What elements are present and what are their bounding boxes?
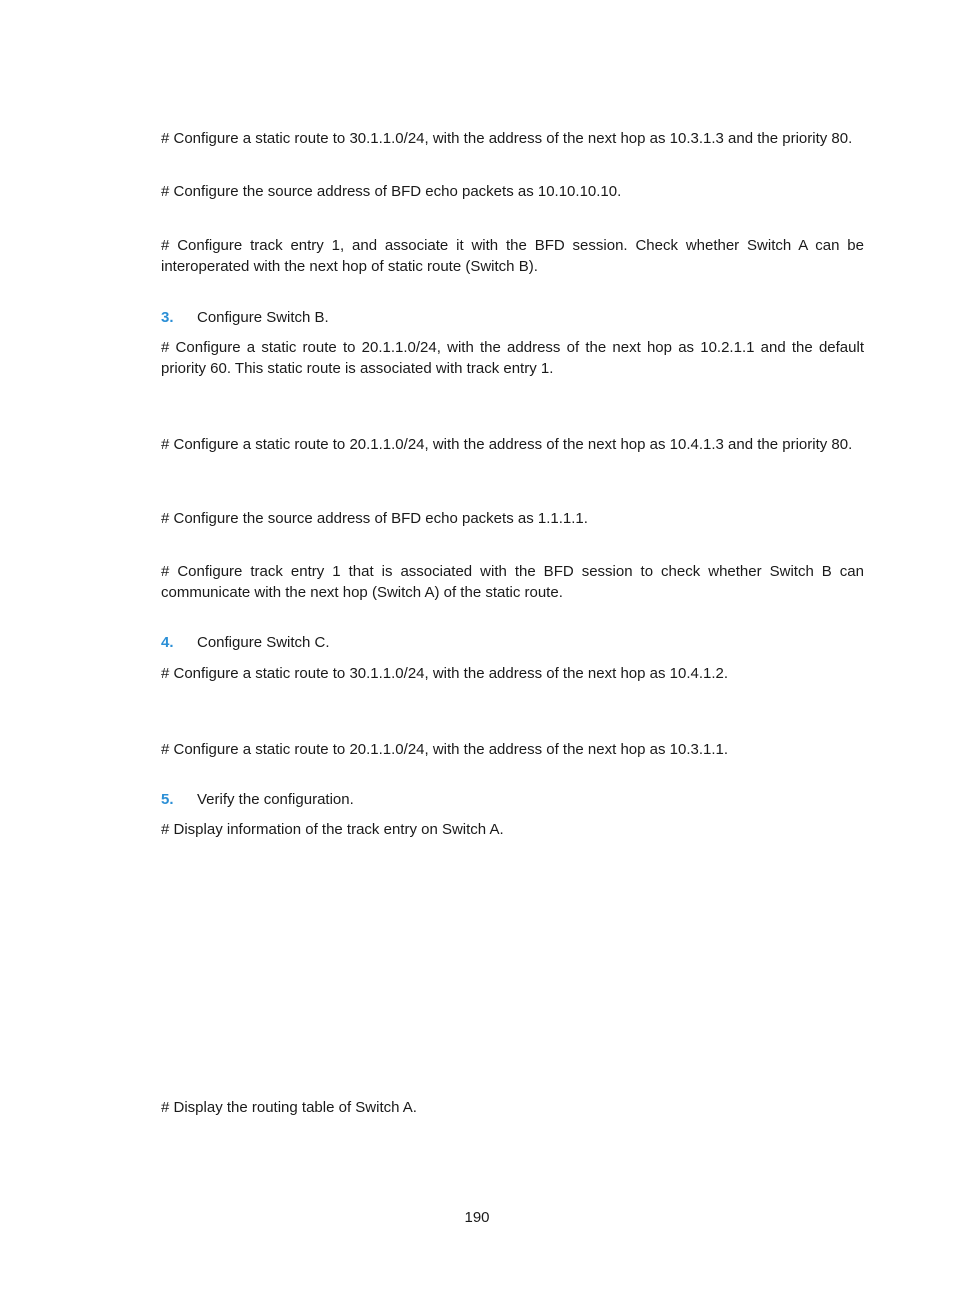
paragraph-bfd-source-b: # Configure the source address of BFD echo packets as 1.1.1.1. [161, 510, 588, 527]
step-label: Configure Switch C. [197, 634, 330, 651]
paragraph-static-route-a: # Configure a static route to 30.1.1.0/24, with the address of the next hop as 10.3.1.3 and the priority 80. [161, 130, 853, 147]
paragraph-display-routing: # Display the routing table of Switch A. [161, 1099, 417, 1116]
step-label: Verify the configuration. [197, 791, 354, 808]
page-number: 190 [464, 1209, 490, 1226]
paragraph-track-entry-b: # Configure track entry 1 that is associated with the BFD session to check whether Switch B can communicate with the next hop (Switch A) of the static route. [161, 563, 864, 601]
paragraph-bfd-source-a: # Configure the source address of BFD echo packets as 10.10.10.10. [161, 183, 622, 200]
paragraph-display-track: # Display information of the track entry on Switch A. [161, 821, 504, 838]
paragraph-static-route-b-priority: # Configure a static route to 20.1.1.0/24, with the address of the next hop as 10.4.1.3 and the priority 80. [161, 436, 853, 453]
paragraph-static-route-c-2: # Configure a static route to 20.1.1.0/24, with the address of the next hop as 10.3.1.1. [161, 741, 729, 758]
step-label: Configure Switch B. [197, 309, 329, 326]
step-configure-switch-c [161, 632, 330, 653]
step-verify-configuration [161, 789, 354, 810]
paragraph-track-entry-a: # Configure track entry 1, and associate it with the BFD session. Check whether Switch A can be interoperated with the next hop of static route (Switch B). [161, 237, 864, 275]
step-number: 3. [161, 309, 174, 326]
paragraph-static-route-c-1: # Configure a static route to 30.1.1.0/24, with the address of the next hop as 10.4.1.2. [161, 665, 729, 682]
step-configure-switch-b [161, 307, 329, 328]
paragraph-static-route-b-default: # Configure a static route to 20.1.1.0/24, with the address of the next hop as 10.2.1.1 and the default priority 60. This static route is associated with track entry 1. [161, 339, 864, 377]
step-number: 5. [161, 791, 174, 808]
step-number: 4. [161, 634, 174, 651]
